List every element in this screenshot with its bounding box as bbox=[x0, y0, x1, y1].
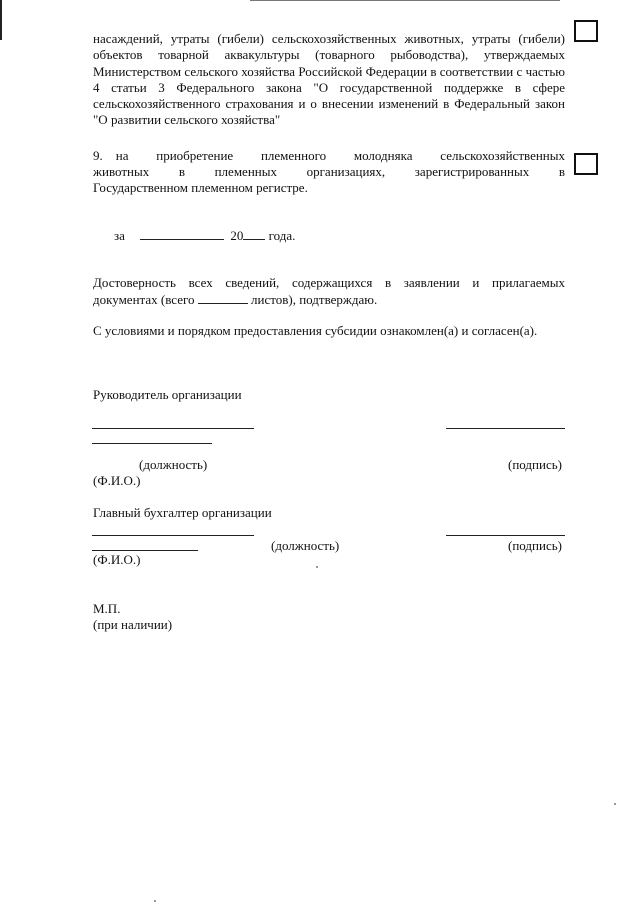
head-signature-line[interactable] bbox=[446, 428, 565, 429]
scan-speck bbox=[154, 900, 156, 902]
period-year-blank-field[interactable] bbox=[243, 227, 265, 240]
accountant-name-line[interactable] bbox=[92, 550, 198, 551]
head-position-label: (должность) bbox=[139, 457, 208, 472]
certification-part2: листов), подтверждаю. bbox=[251, 292, 378, 308]
accountant-signature-line[interactable] bbox=[446, 535, 565, 536]
item9-number: 9. bbox=[93, 148, 103, 163]
accountant-position-line[interactable] bbox=[92, 535, 254, 536]
scan-speck bbox=[614, 803, 616, 805]
item8-checkbox[interactable] bbox=[574, 20, 598, 42]
item9-line1-text: на приобретение племенного молодняка сельскохозяйственных bbox=[115, 148, 565, 163]
head-signature-label: (подпись) bbox=[508, 457, 562, 472]
period-year-prefix: 20 bbox=[230, 228, 244, 243]
item9-line1 bbox=[93, 148, 565, 164]
period-line bbox=[114, 227, 295, 244]
stamp-label: М.П. bbox=[93, 601, 121, 616]
accountant-title: Главный бухгалтер организации bbox=[93, 505, 272, 520]
item9-checkbox[interactable] bbox=[574, 153, 598, 175]
accountant-position-label: (должность) bbox=[271, 538, 340, 553]
scan-speck bbox=[316, 566, 318, 568]
item9-line3: Государственном племенном регистре. bbox=[93, 180, 308, 195]
stamp-note: (при наличии) bbox=[93, 617, 173, 632]
scan-top-line bbox=[250, 0, 560, 1]
item9-line2: животных в племенных организациях, зарегистрированных в bbox=[93, 164, 565, 179]
sheet-count-blank-field[interactable] bbox=[198, 291, 248, 304]
certification-part1: Достоверность всех сведений, содержащихся в заявлении и прилагаемых документах (всего bbox=[93, 275, 565, 308]
certification-text bbox=[93, 275, 565, 309]
head-name-line[interactable] bbox=[92, 443, 212, 444]
head-name-label: (Ф.И.О.) bbox=[93, 473, 141, 488]
accountant-signature-label: (подпись) bbox=[508, 538, 562, 553]
agreement-text: С условиями и порядком предоставления субсидии ознакомлен(а) и согласен(а). bbox=[93, 323, 538, 338]
head-title: Руководитель организации bbox=[93, 387, 242, 402]
scan-edge-mark bbox=[0, 0, 2, 40]
period-suffix: года. bbox=[268, 228, 296, 243]
period-prefix: за bbox=[114, 228, 125, 243]
accountant-name-label: (Ф.И.О.) bbox=[93, 552, 141, 567]
period-blank-field[interactable] bbox=[140, 227, 224, 240]
head-position-line[interactable] bbox=[92, 428, 254, 429]
item8-continuation-text: насаждений, утраты (гибели) сельскохозяйственных животных, утраты (гибели) объектов товарной аквакультуры (товарного рыбоводства), утверждаемых Министерством сельского хозяйства Российской Федерации в соответствии с частью 4 статьи 3 Федерального закона "О государственной поддержке в сфере сельскохозяйственного страхования и о внесении изменений в Федеральный закон "О развитии сельского хозяйства" bbox=[93, 31, 565, 128]
